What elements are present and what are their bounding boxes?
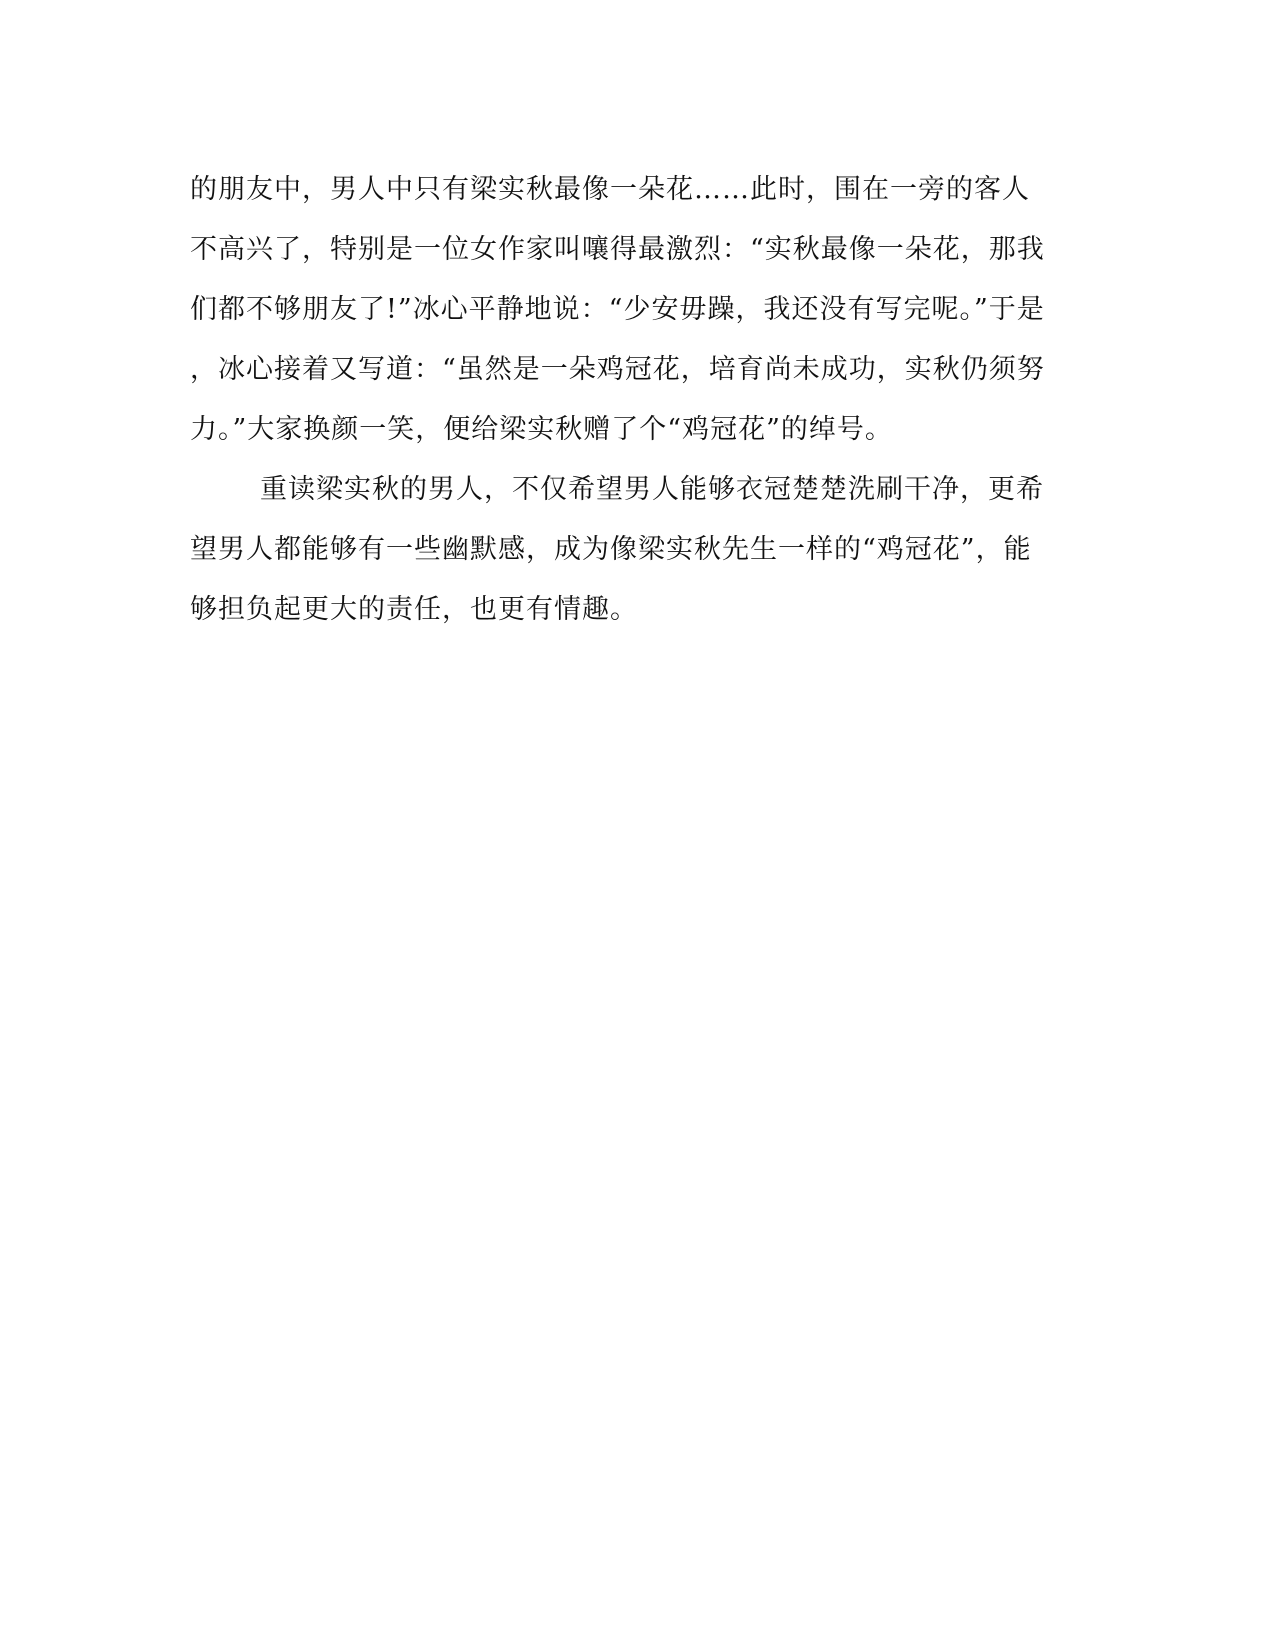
paragraph-line: 不高兴了，特别是一位女作家叫嚷得最激烈：“实秋最像一朵花，那我 — [190, 234, 1045, 265]
paragraph-line: ，冰心接着又写道：“虽然是一朵鸡冠花，培育尚未成功，实秋仍须努 — [190, 354, 1045, 385]
body-text — [190, 160, 1080, 640]
paragraph-line: 够担负起更大的责任，也更有情趣。 — [190, 594, 638, 625]
paragraph-line: 望男人都能够有一些幽默感，成为像梁实秋先生一样的“鸡冠花”，能 — [190, 534, 1032, 565]
paragraph-line: 的朋友中，男人中只有梁实秋最像一朵花……此时，围在一旁的客人 — [190, 174, 1030, 205]
paragraph-line: 重读梁实秋的男人，不仅希望男人能够衣冠楚楚洗刷干净，更希 — [260, 474, 1044, 505]
paragraph-2 — [190, 460, 1080, 640]
paragraph-1 — [190, 160, 1080, 460]
paragraph-line: 们都不够朋友了!”冰心平静地说：“少安毋躁，我还没有写完呢。”于是 — [190, 294, 1045, 325]
paragraph-line: 力。”大家换颜一笑，便给梁实秋赠了个“鸡冠花”的绰号。 — [190, 414, 893, 445]
